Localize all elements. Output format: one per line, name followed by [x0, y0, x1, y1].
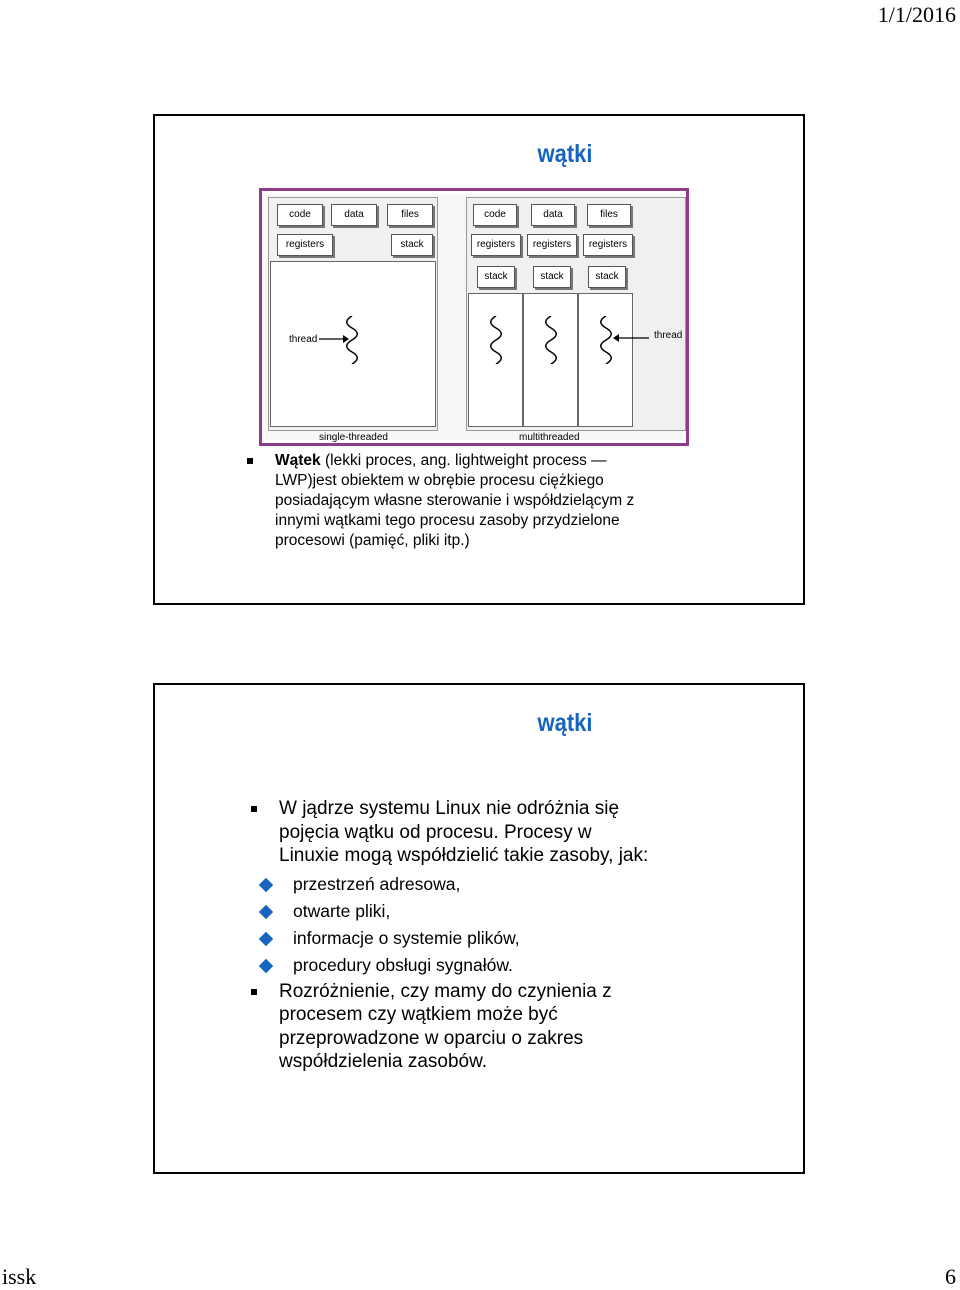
thread-squiggle-icon	[544, 316, 558, 364]
bullet-square-icon	[251, 806, 257, 812]
diagram-background	[265, 194, 683, 443]
thread-diagram	[259, 188, 689, 446]
code-box: code	[277, 204, 323, 226]
registers-box: registers	[527, 234, 577, 256]
bullet-item	[247, 451, 783, 551]
bullet-square-icon	[251, 989, 257, 995]
data-box: data	[531, 204, 575, 226]
stack-box: stack	[533, 266, 571, 288]
thread-squiggle-icon	[345, 316, 359, 364]
thread-label: thread	[289, 334, 318, 345]
sub-item: informacje o systemie plików,	[251, 928, 783, 949]
footer-label: issk	[2, 1264, 37, 1289]
slide-1	[153, 114, 805, 605]
thread-squiggle-icon	[599, 316, 613, 364]
bullet-text: procesem czy wątkiem może być	[279, 1004, 558, 1025]
thread-arrow	[613, 332, 649, 344]
single-threaded-process	[268, 197, 438, 431]
sub-item: przestrzeń adresowa,	[251, 874, 783, 895]
bullet-text: posiadającym własne sterowanie i współdzielącym z	[275, 492, 635, 509]
files-box: files	[587, 204, 631, 226]
page-date: 1/1/2016	[877, 2, 956, 27]
page-number: 6	[945, 1264, 956, 1289]
sub-item: otwarte pliki,	[251, 901, 783, 922]
bullet-text: pojęcia wątku od procesu. Procesy w	[279, 821, 592, 843]
data-box: data	[331, 204, 377, 226]
multithreaded-caption: multithreaded	[519, 432, 580, 443]
registers-box: registers	[277, 234, 333, 256]
stack-box: stack	[391, 234, 433, 256]
thread-label: thread	[654, 330, 683, 341]
bullet-text: Linuxie mogą współdzielić takie zasoby, jak:	[279, 845, 649, 866]
bullet-text: (lekki proces, ang. lightweight process —	[320, 452, 607, 469]
registers-box: registers	[471, 234, 521, 256]
slide-title: wątki	[537, 140, 593, 168]
files-box: files	[387, 204, 433, 226]
bullet-text: przeprowadzone w oparciu o zakres	[279, 1027, 584, 1049]
bullet-text: LWP)jest obiektem w obrębie procesu ciężkiego	[275, 472, 604, 489]
registers-box: registers	[583, 234, 633, 256]
single-threaded-caption: single-threaded	[319, 432, 388, 443]
slide-2-text	[251, 797, 783, 1074]
diamond-bullet-icon	[259, 958, 273, 972]
diamond-bullet-icon	[259, 877, 273, 891]
bullet-text: W jądrze systemu Linux nie odróżnia się	[279, 798, 620, 819]
slide-title: wątki	[537, 709, 593, 737]
diamond-bullet-icon	[259, 904, 273, 918]
bullet-item	[251, 980, 783, 1074]
slide-1-text	[247, 451, 783, 551]
bullet-text: innymi wątkami tego procesu zasoby przydzielone	[275, 512, 620, 529]
bullet-square-icon	[247, 458, 253, 464]
code-box: code	[473, 204, 517, 226]
multithreaded-process	[466, 197, 686, 431]
bullet-text: procesowi (pamięć, pliki itp.)	[275, 532, 470, 549]
stack-box: stack	[477, 266, 515, 288]
sub-item: procedury obsługi sygnałów.	[251, 955, 783, 976]
diamond-bullet-icon	[259, 931, 273, 945]
stack-box: stack	[588, 266, 626, 288]
bullet-text: Rozróżnienie, czy mamy do czynienia z	[279, 980, 612, 1002]
slide-2	[153, 683, 805, 1174]
bullet-text: współdzielenia zasobów.	[279, 1051, 488, 1072]
bullet-item	[251, 797, 783, 868]
term-bold: Wątek	[275, 452, 321, 469]
thread-squiggle-icon	[489, 316, 503, 364]
